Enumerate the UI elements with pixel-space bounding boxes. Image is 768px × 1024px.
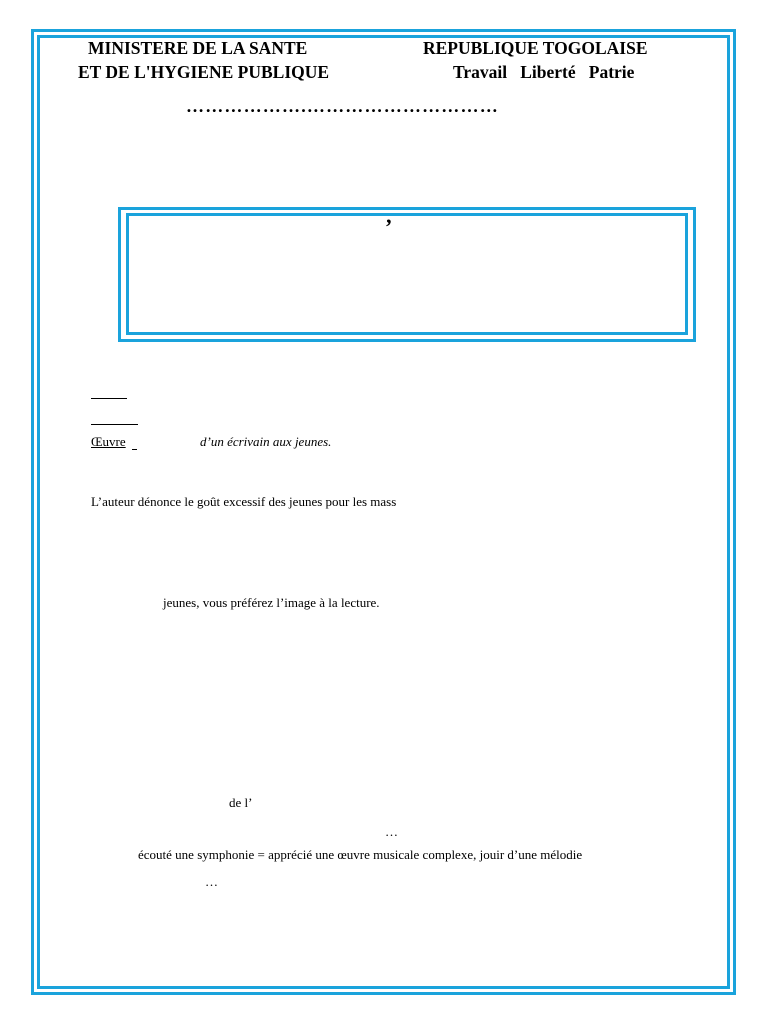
page-border-inner: [37, 35, 730, 989]
ministry-line-1: MINISTERE DE LA SANTE: [88, 38, 308, 58]
oeuvre-text: d’un écrivain aux jeunes.: [200, 434, 332, 449]
header-separator: ……………….…………………………: [186, 96, 499, 116]
oeuvre-underline-extension: [132, 449, 137, 450]
oeuvre-label: Œuvre: [91, 434, 126, 449]
republic-title: REPUBLIQUE TOGOLAISE: [423, 38, 648, 58]
republic-motto: Travail Liberté Patrie: [453, 62, 635, 82]
symphonie-line: écouté une symphonie = apprécié une œuvre musicale complexe, jouir d’une mélodie: [138, 847, 583, 862]
title-box-inner: [126, 213, 688, 335]
de-l-line: de l’: [229, 795, 253, 810]
ministry-line-2: ET DE L'HYGIENE PUBLIQUE: [78, 62, 330, 82]
ellipsis-1: …: [385, 824, 398, 839]
short-rule-1: [91, 398, 127, 399]
ellipsis-2: …: [205, 874, 218, 889]
title-box-mark: ’: [385, 214, 393, 239]
jeunes-line: jeunes, vous préférez l’image à la lecture.: [163, 595, 380, 610]
auteur-line: L’auteur dénonce le goût excessif des jeunes pour les mass: [91, 494, 397, 509]
short-rule-2: [91, 424, 138, 425]
